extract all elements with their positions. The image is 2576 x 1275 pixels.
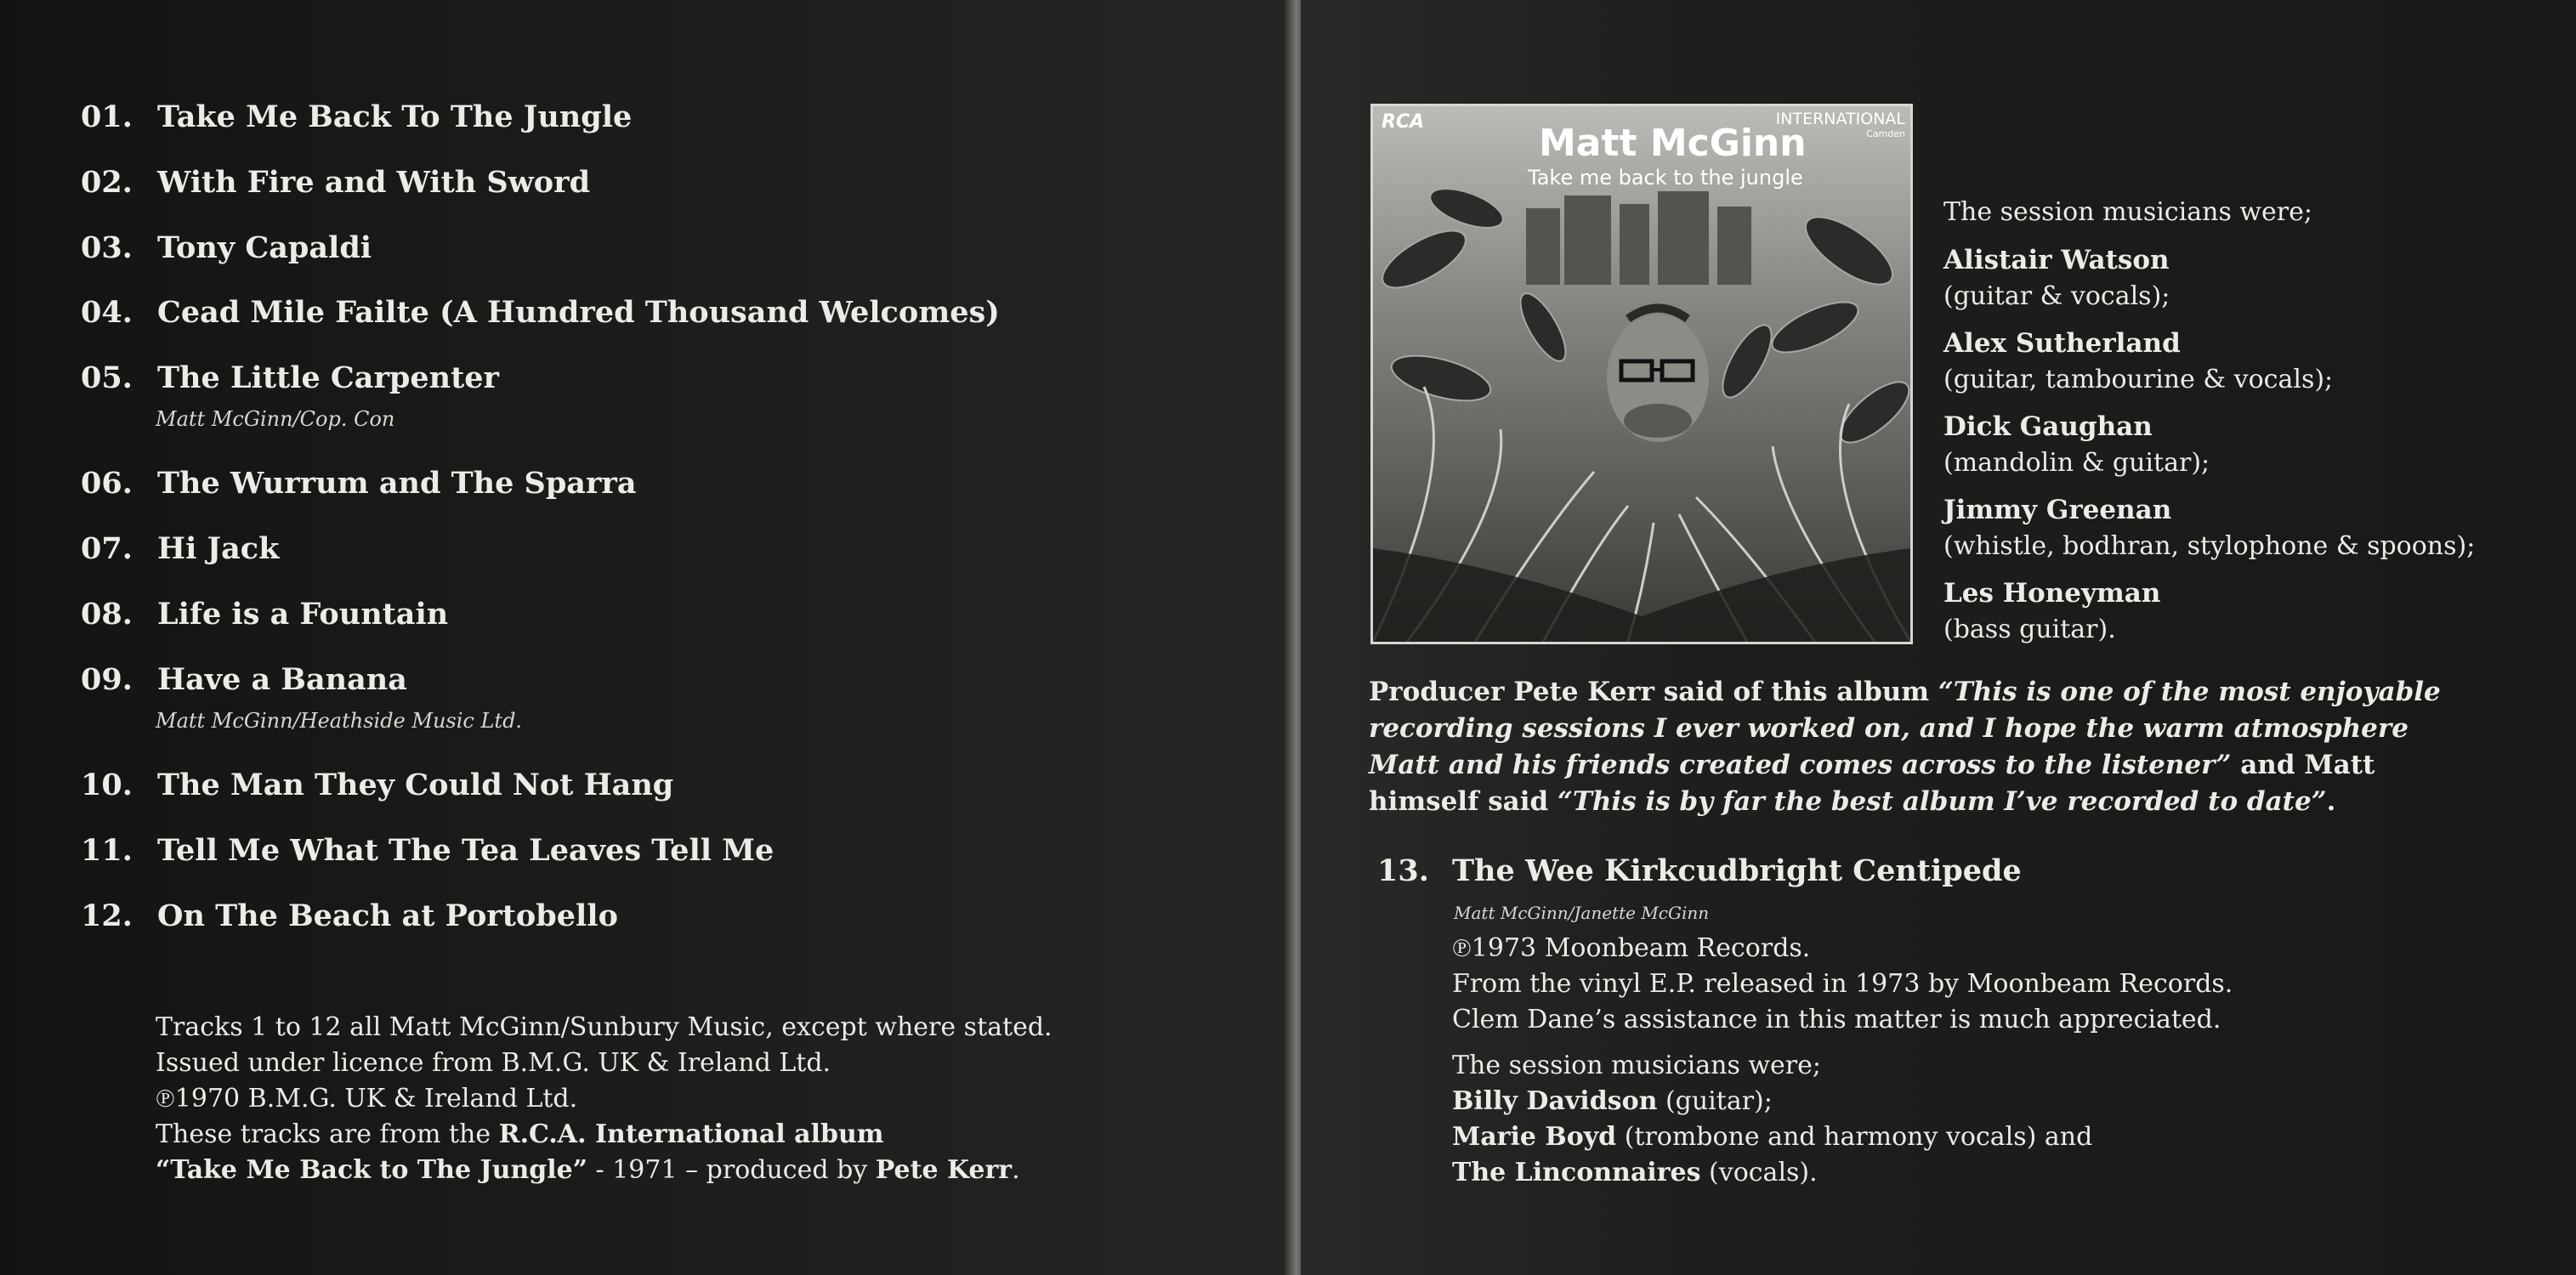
cover-title: Take me back to the jungle	[1528, 166, 1803, 190]
track-credit: Matt McGinn/Cop. Con	[156, 407, 395, 431]
notes-line: Issued under licence from B.M.G. UK & Ireland Ltd.	[156, 1048, 831, 1078]
track-13-musician: Billy Davidson (guitar);	[1452, 1086, 1773, 1116]
rca-logo: RCA	[1382, 111, 1425, 133]
track-13-line: The session musicians were;	[1452, 1051, 1822, 1080]
track-item: 07. Hi Jack	[81, 531, 280, 566]
track-item: 03. Tony Capaldi	[81, 230, 372, 265]
track-item: 06. The Wurrum and The Sparra	[81, 466, 637, 501]
notes-line: ℗1970 B.M.G. UK & Ireland Ltd.	[156, 1084, 578, 1114]
track-item: 10. The Man They Could Not Hang	[81, 768, 674, 802]
quote-line: Producer Pete Kerr said of this album “This is one of the most enjoyable	[1369, 677, 2441, 707]
track-13: 13. The Wee Kirkcudbright Centipede	[1377, 853, 2022, 888]
track-13-line: ℗1973 Moonbeam Records.	[1452, 933, 1811, 963]
track-item: 01. Take Me Back To The Jungle	[81, 99, 633, 134]
track-13-credit: Matt McGinn/Janette McGinn	[1454, 903, 1710, 923]
musician-role: (mandolin & guitar);	[1943, 448, 2210, 478]
track-item: 12. On The Beach at Portobello	[81, 898, 618, 933]
musician-name: Jimmy Greenan	[1943, 495, 2172, 525]
album-cover	[1370, 104, 1913, 644]
track-item: 11. Tell Me What The Tea Leaves Tell Me	[81, 833, 775, 868]
track-credit: Matt McGinn/Heathside Music Ltd.	[156, 709, 523, 733]
musician-name: Alistair Watson	[1943, 245, 2170, 275]
notes-line: “Take Me Back to The Jungle” - 1971 – produced by Pete Kerr.	[156, 1155, 1020, 1185]
track-item: 05. The Little Carpenter	[81, 360, 499, 395]
cover-series: INTERNATIONAL	[1775, 110, 1905, 128]
quote-line: Matt and his friends created comes across to the listener” and Matt	[1369, 750, 2375, 780]
cover-artist: Matt McGinn	[1539, 122, 1807, 165]
track-13-musician: Marie Boyd (trombone and harmony vocals) and	[1452, 1122, 2093, 1152]
musician-role: (bass guitar).	[1943, 615, 2116, 644]
track-item: 02. With Fire and With Sword	[81, 165, 591, 200]
notes-line: Tracks 1 to 12 all Matt McGinn/Sunbury Music, except where stated.	[156, 1012, 1053, 1042]
musician-name: Les Honeyman	[1943, 578, 2161, 609]
track-item: 09. Have a Banana	[81, 662, 407, 697]
musicians-heading: The session musicians were;	[1943, 197, 2313, 227]
cover-series-sub: Camden	[1866, 128, 1905, 139]
musician-name: Dick Gaughan	[1943, 411, 2153, 442]
quote-line: recording sessions I ever worked on, and I hope the warm atmosphere	[1369, 713, 2409, 744]
musician-role: (guitar, tambourine & vocals);	[1943, 365, 2334, 394]
track-item: 04. Cead Mile Failte (A Hundred Thousand Welcomes)	[81, 295, 1000, 330]
musician-role: (guitar & vocals);	[1943, 281, 2170, 311]
track-item: 08. Life is a Fountain	[81, 597, 449, 632]
track-13-musician: The Linconnaires (vocals).	[1452, 1158, 1818, 1187]
track-13-line: Clem Dane’s assistance in this matter is much appreciated.	[1452, 1005, 2221, 1034]
musician-name: Alex Sutherland	[1943, 328, 2181, 359]
notes-line: These tracks are from the R.C.A. International album	[156, 1119, 884, 1149]
quote-line: himself said “This is by far the best album I’ve recorded to date”.	[1369, 786, 2336, 817]
track-13-line: From the vinyl E.P. released in 1973 by Moonbeam Records.	[1452, 969, 2233, 999]
musician-role: (whistle, bodhran, stylophone & spoons);	[1943, 531, 2476, 561]
